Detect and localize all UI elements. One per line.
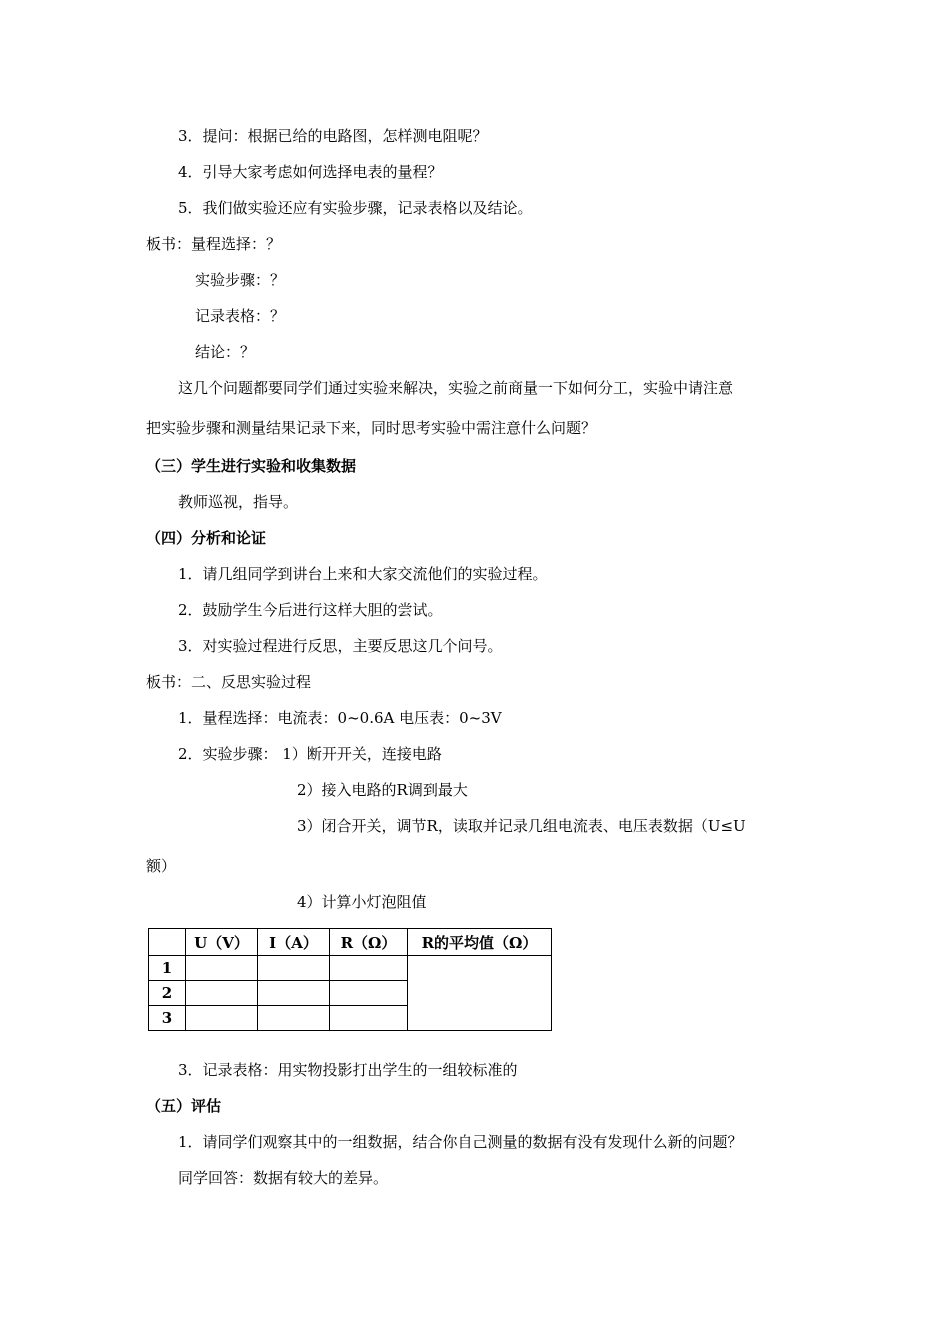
paragraph-line: 1．量程选择：电流表：0~0.6A 电压表：0~3V <box>178 709 502 727</box>
row-number: 3 <box>149 1006 186 1031</box>
paragraph-line: 1．请同学们观察其中的一组数据，结合你自己测量的数据有没有发现什么新的问题？ <box>178 1133 743 1151</box>
paragraph-line: 实验步骤：？ <box>195 271 286 289</box>
section-heading: （五）评估 <box>146 1097 222 1115</box>
table-cell <box>186 956 258 981</box>
table-cell <box>258 956 330 981</box>
paragraph-line: 2．鼓励学生今后进行这样大胆的尝试。 <box>178 601 443 619</box>
table-header-cell: R（Ω） <box>330 929 408 956</box>
paragraph-line: 3．对实验过程进行反思，主要反思这几个问号。 <box>178 637 503 655</box>
table-cell <box>186 1006 258 1031</box>
paragraph-line: 把实验步骤和测量结果记录下来，同时思考实验中需注意什么问题？ <box>146 419 597 437</box>
paragraph-line: 3．记录表格：用实物投影打出学生的一组较标准的 <box>178 1061 518 1079</box>
paragraph-line: 4．引导大家考虑如何选择电表的量程？ <box>178 163 443 181</box>
section-heading: （四）分析和论证 <box>146 529 267 547</box>
paragraph-line: 额） <box>146 857 177 875</box>
average-cell <box>408 956 552 1031</box>
table-header-cell <box>149 929 186 956</box>
paragraph-line: 5．我们做实验还应有实验步骤，记录表格以及结论。 <box>178 199 533 217</box>
record-table <box>148 928 552 1031</box>
table-cell <box>186 981 258 1006</box>
paragraph-line: 1．请几组同学到讲台上来和大家交流他们的实验过程。 <box>178 565 548 583</box>
table-cell <box>330 981 408 1006</box>
paragraph-line: 2）接入电路的R调到最大 <box>297 781 468 799</box>
paragraph-line: 2．实验步骤： 1）断开开关，连接电路 <box>178 745 442 763</box>
table-header-cell: R的平均值（Ω） <box>408 929 552 956</box>
paragraph-line: 3）闭合开关，调节R，读取并记录几组电流表、电压表数据（U≤U <box>297 817 746 835</box>
paragraph-line: 记录表格：？ <box>195 307 286 325</box>
paragraph-line: 板书：二、反思实验过程 <box>146 673 312 691</box>
section-heading: （三）学生进行实验和收集数据 <box>146 457 357 475</box>
paragraph-line: 板书：量程选择：？ <box>146 235 282 253</box>
row-number: 1 <box>149 956 186 981</box>
paragraph-line: 这几个问题都要同学们通过实验来解决，实验之前商量一下如何分工，实验中请注意 <box>178 379 734 397</box>
table-cell <box>258 981 330 1006</box>
paragraph-line: 教师巡视，指导。 <box>178 493 299 511</box>
table-cell <box>258 1006 330 1031</box>
paragraph-line: 3．提问：根据已给的电路图，怎样测电阻呢？ <box>178 127 488 145</box>
table-header-row <box>149 929 552 956</box>
paragraph-line: 同学回答：数据有较大的差异。 <box>178 1169 389 1187</box>
table-header-cell: I（A） <box>258 929 330 956</box>
paragraph-line: 4）计算小灯泡阻值 <box>297 893 427 911</box>
paragraph-line: 结论：？ <box>195 343 256 361</box>
row-number: 2 <box>149 981 186 1006</box>
table-cell <box>330 956 408 981</box>
table-header-cell: U（V） <box>186 929 258 956</box>
table-row <box>149 956 552 981</box>
table-cell <box>330 1006 408 1031</box>
